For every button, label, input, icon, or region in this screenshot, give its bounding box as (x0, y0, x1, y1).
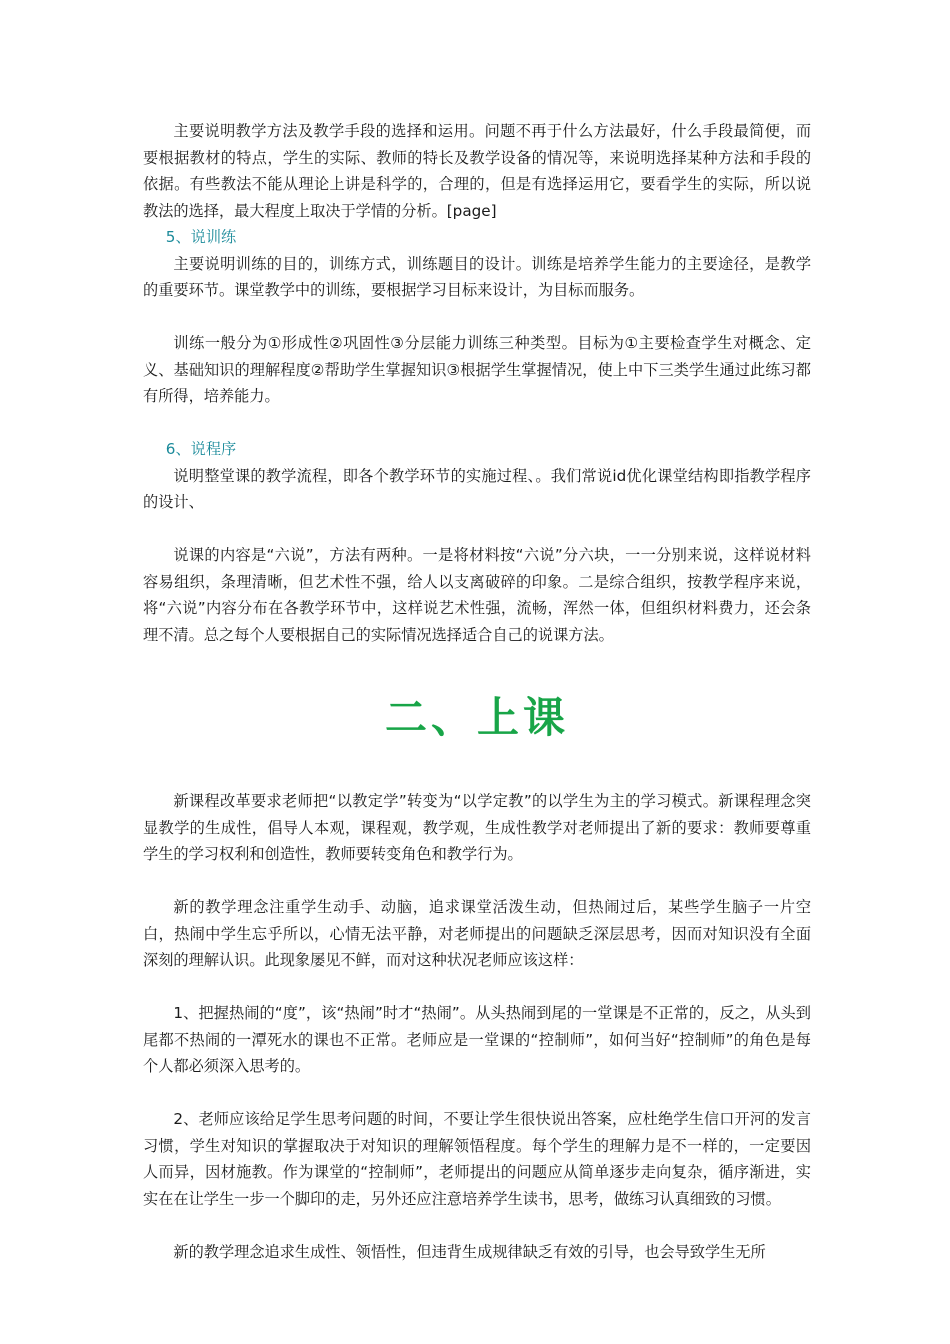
paragraph-new-concept: 新的教学理念注重学生动手、动脑，追求课堂活泼生动，但热闹过后，某些学生脑子一片空白，热闹中学生忘乎所以，心情无法平静，对老师提出的问题缺乏深层思考，因而对知识没有全面深刻的理解认识。此现象屡见不鲜，而对这种状况老师应该这样： (143, 898, 811, 969)
paragraph-point-1: 1、把握热闹的“度”，该“热闹”时才“热闹”。从头热闹到尾的一堂课是不正常的，反之，从头到尾都不热闹的一潭死水的课也不正常。老师应是一堂课的“控制师”，如何当好“控制师”的角色是每个人都必须深入思考的。 (143, 1004, 811, 1075)
paragraph-new-curriculum: 新课程改革要求老师把“以教定学”转变为“以学定教”的以学生为主的学习模式。新课程理念突显教学的生成性，倡导人本观，课程观，教学观，生成性教学对老师提出了新的要求：教师要尊重学生的学习权利和创造性，教师要转变角色和教学行为。 (143, 792, 811, 863)
spacer (143, 748, 811, 788)
spacer (143, 1080, 811, 1107)
document-page (143, 118, 811, 1265)
section-title-class: 二、上课 (384, 693, 569, 742)
paragraph-generative: 新的教学理念追求生成性、领悟性，但违背生成规律缺乏有效的引导，也会导致学生无所 (173, 1242, 766, 1261)
paragraph-teaching-methods: 主要说明教学方法及教学手段的选择和运用。问题不再于什么方法最好，什么手段最简便，而要根据教材的特点，学生的实际、教师的特长及教学设备的情况等，来说明选择某种方法和手段的依据。有些教法不能从理论上讲是科学的，合理的，但是有选择运用它，要看学生的实际，所以说教法的选择，最大程度上取决于学情的分析。[page] (143, 122, 811, 220)
spacer (143, 410, 811, 437)
spacer (143, 974, 811, 1001)
spacer (143, 1212, 811, 1239)
spacer (143, 868, 811, 895)
spacer (143, 516, 811, 543)
heading-procedure: 6、说程序 (165, 440, 237, 458)
paragraph-point-2: 2、老师应该给足学生思考问题的时间，不要让学生很快说出答案，应杜绝学生信口开河的发言习惯，学生对知识的掌握取决于对知识的理解领悟程度。每个学生的理解力是不一样的，一定要因人而异，因材施教。作为课堂的“控制师”，老师提出的问题应从简单逐步走向复杂，循序渐进，实实在在让学生一步一个脚印的走，另外还应注意培养学生读书，思考，做练习认真细致的习惯。 (143, 1110, 811, 1208)
paragraph-training-purpose: 主要说明训练的目的，训练方式，训练题目的设计。训练是培养学生能力的主要途径，是教学的重要环节。课堂教学中的训练，要根据学习目标来设计，为目标而服务。 (143, 254, 811, 299)
spacer (143, 304, 811, 331)
spacer (143, 648, 811, 688)
paragraph-procedure: 说明整堂课的教学流程，即各个教学环节的实施过程、。我们常说id优化课堂结构即指教学程序的设计、 (143, 466, 811, 511)
paragraph-six-points: 说课的内容是“六说”，方法有两种。一是将材料按“六说”分六块，一一分别来说，这样说材料容易组织，条理清晰，但艺术性不强，给人以支离破碎的印象。二是综合组织，按教学程序来说，将“六说”内容分布在各教学环节中，这样说艺术性强，流畅，浑然一体，但组织材料费力，还会条理不清。总之每个人要根据自己的实际情况选择适合自己的说课方法。 (143, 546, 811, 644)
heading-training: 5、说训练 (165, 228, 237, 246)
paragraph-training-types: 训练一般分为①形成性②巩固性③分层能力训练三种类型。目标为①主要检查学生对概念、定义、基础知识的理解程度②帮助学生掌握知识③根据学生掌握情况，使上中下三类学生通过此练习都有所得，培养能力。 (143, 334, 811, 405)
